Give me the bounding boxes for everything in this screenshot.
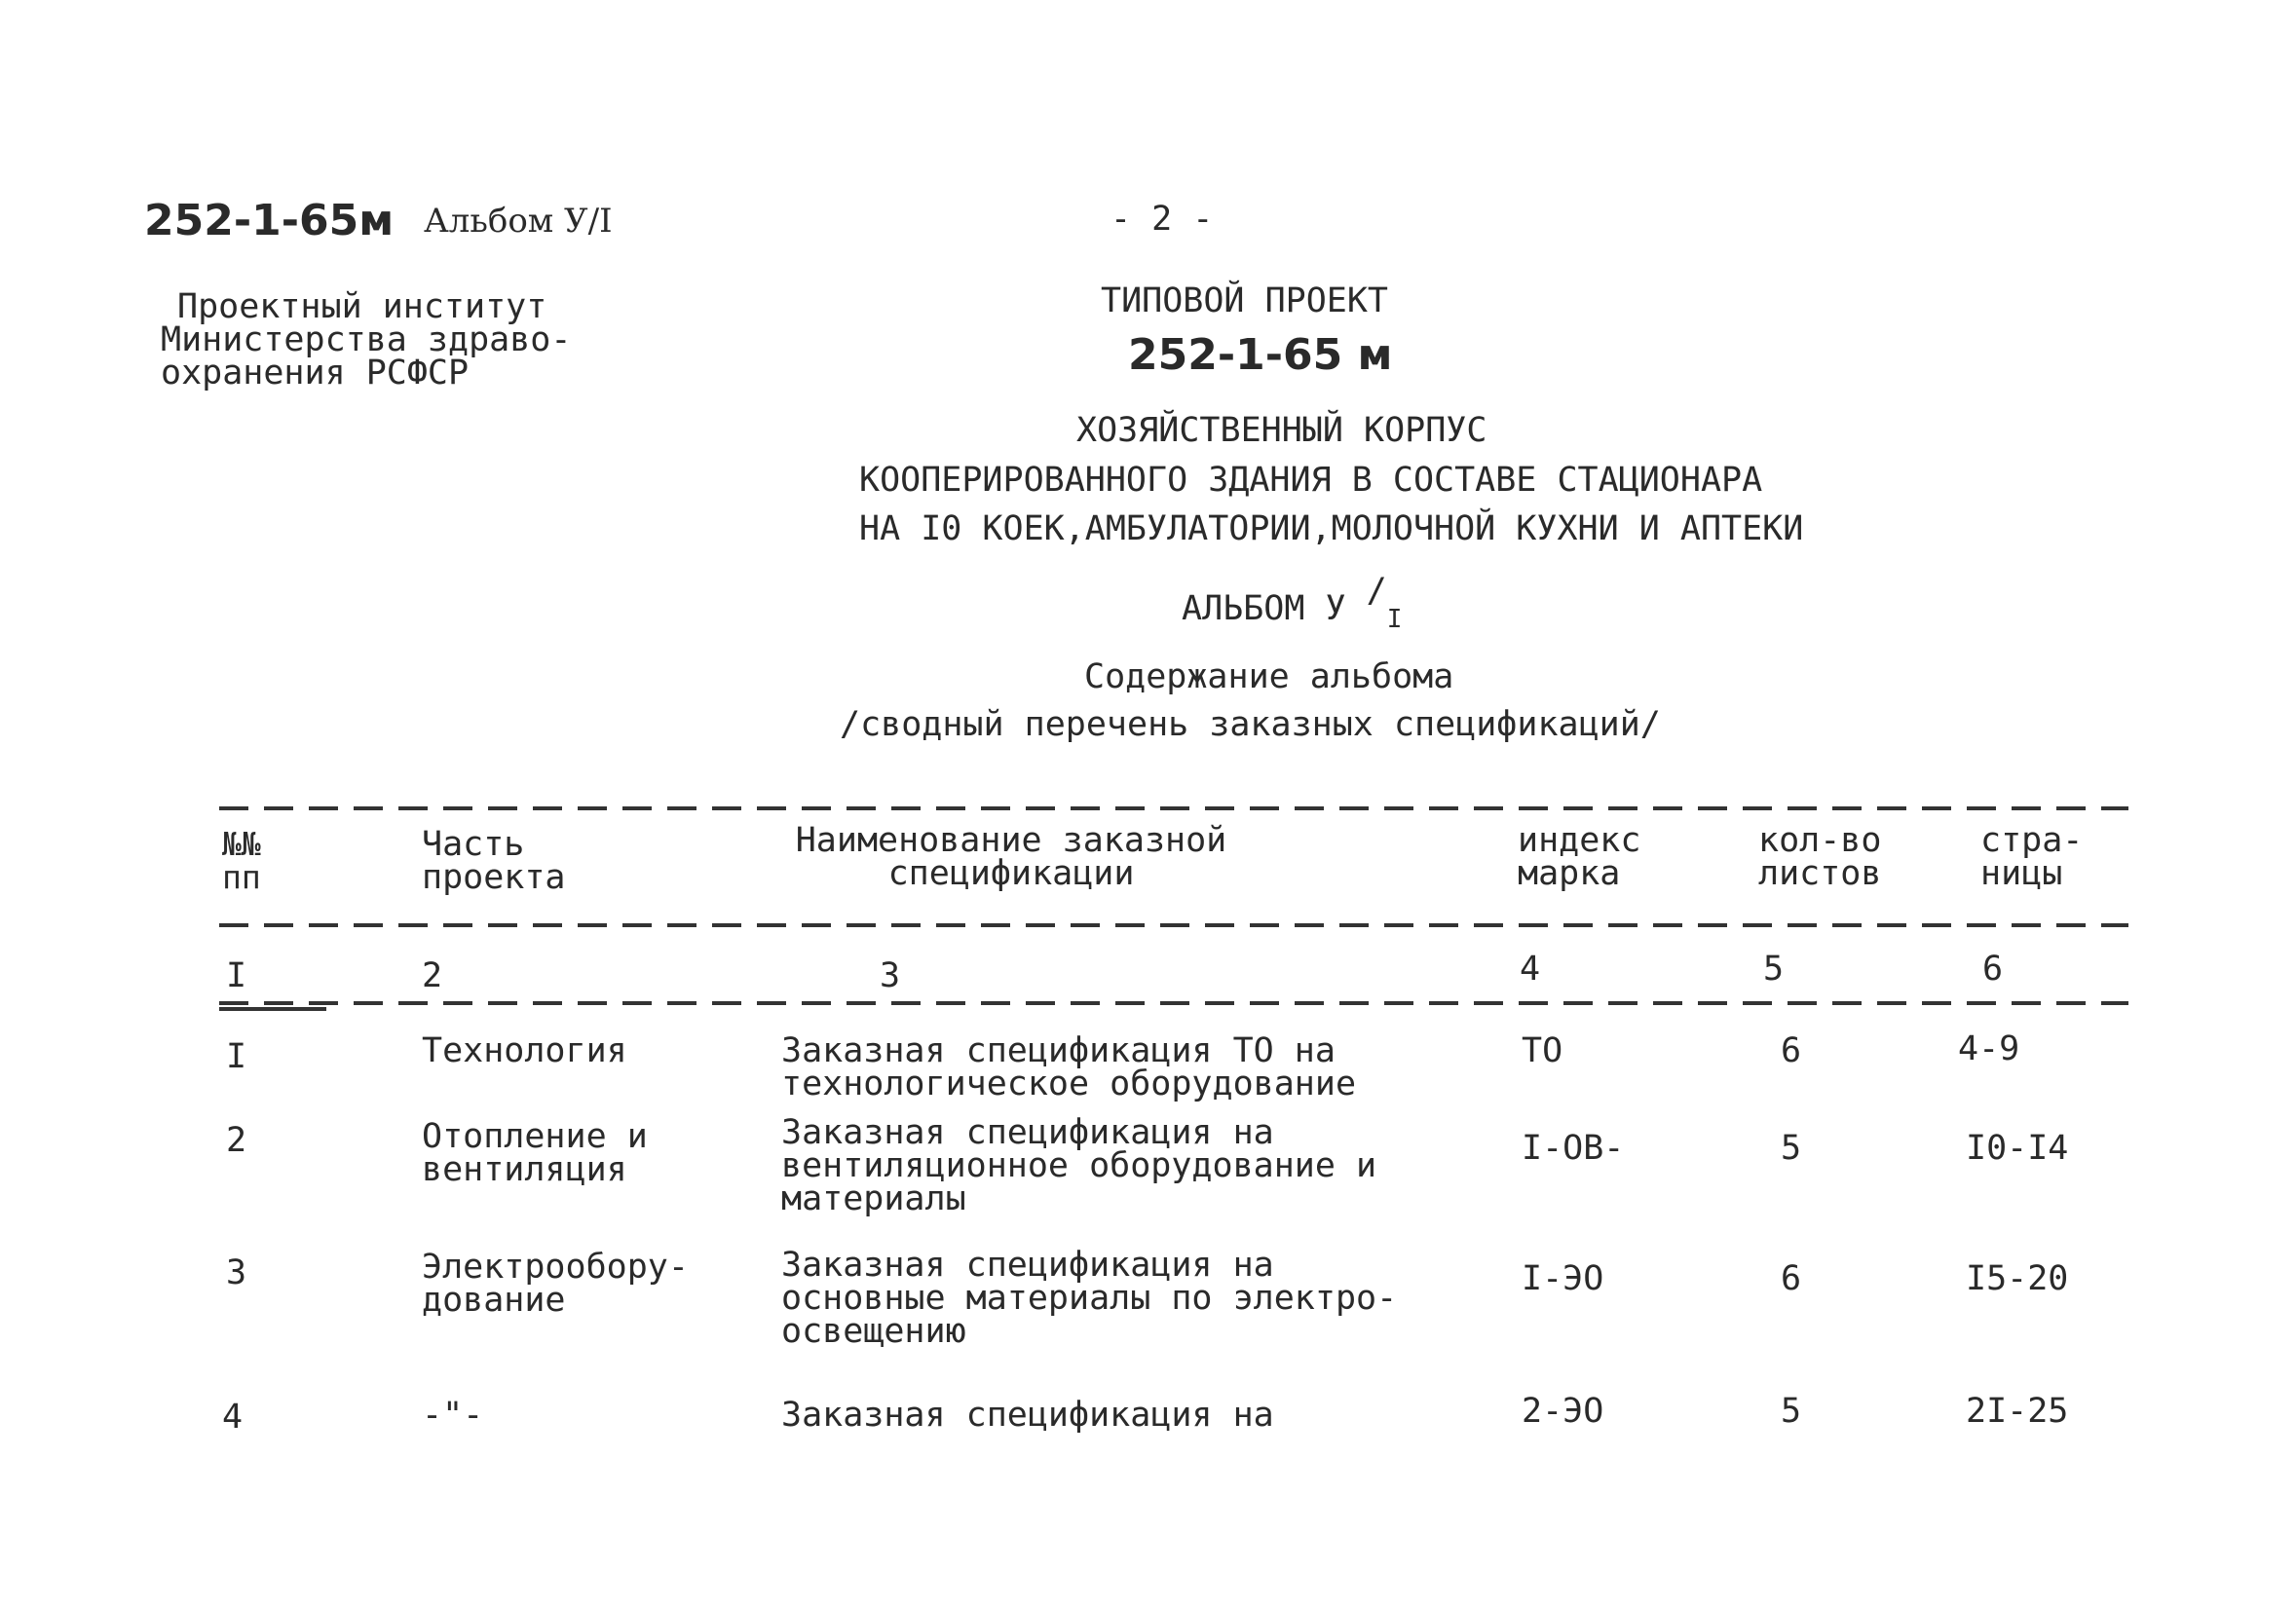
- colnum-1: I: [226, 956, 247, 995]
- row-sheets: 5: [1781, 1129, 1802, 1168]
- contents-title: Содержание альбома: [1084, 657, 1454, 696]
- row-name: Заказная спецификация на основные материалы по электро- освещению: [781, 1246, 1398, 1351]
- row-pages: 4-9: [1958, 1029, 2020, 1068]
- colnum-2: 2: [422, 956, 443, 995]
- row-part: -"-: [422, 1396, 484, 1435]
- title-name-line-2: КООПЕРИРОВАННОГО ЗДАНИЯ В СОСТАВЕ СТАЦИОНАРА: [859, 461, 1763, 500]
- row-sheets: 5: [1781, 1392, 1802, 1431]
- colnum-6: 6: [1982, 950, 2004, 989]
- title-album-slash: /: [1366, 572, 1387, 611]
- table-colnum-underline: [219, 1007, 326, 1011]
- row-index: ТО: [1522, 1031, 1563, 1070]
- contents-subtitle: /сводный перечень заказных спецификаций/: [840, 705, 1661, 744]
- header-sheets: кол-во листов: [1758, 821, 1882, 893]
- table-colnum-rule: [219, 1001, 2128, 1005]
- header-part: Часть проекта: [422, 825, 566, 897]
- album-label: Альбом У/I: [424, 202, 613, 241]
- title-album-prefix: АЛЬБОМ У: [1182, 589, 1346, 628]
- table-top-rule: [219, 806, 2128, 810]
- row-pages: I5-20: [1966, 1259, 2069, 1298]
- colnum-4: 4: [1520, 950, 1541, 989]
- row-name: Заказная спецификация ТО на технологическое оборудование: [781, 1031, 1357, 1103]
- title-name-line-3: НА I0 КОЕК,АМБУЛАТОРИИ,МОЛОЧНОЙ КУХНИ И АПТЕКИ: [859, 509, 1804, 548]
- row-num: 3: [226, 1253, 247, 1292]
- header-index: индекс марка: [1518, 821, 1641, 893]
- row-sheets: 6: [1781, 1031, 1802, 1070]
- row-part: Отопление и вентиляция: [422, 1117, 648, 1189]
- row-sheets: 6: [1781, 1259, 1802, 1298]
- colnum-5: 5: [1763, 950, 1785, 989]
- table-header-rule: [219, 923, 2128, 927]
- project-code: 252-1-65м: [144, 196, 395, 245]
- row-num: 4: [222, 1398, 244, 1437]
- title-type: ТИПОВОЙ ПРОЕКТ: [1101, 281, 1389, 320]
- row-pages: I0-I4: [1966, 1129, 2069, 1168]
- page-number: - 2 -: [1110, 200, 1214, 239]
- title-album: [1182, 572, 1403, 634]
- row-pages: 2I-25: [1966, 1392, 2069, 1431]
- row-index: 2-ЭО: [1522, 1392, 1604, 1431]
- title-code: 252-1-65 м: [1128, 330, 1393, 380]
- row-part: Электрообору- дование: [422, 1248, 689, 1320]
- institute-line-1: Проектный институт: [177, 287, 547, 326]
- row-name: Заказная спецификация на вентиляционное оборудование и материалы: [781, 1113, 1377, 1218]
- institute-line-3: охранения РСФСР: [161, 354, 470, 392]
- row-index: I-ОВ-: [1522, 1129, 1625, 1168]
- row-num: 2: [226, 1121, 247, 1160]
- row-num: I: [226, 1037, 247, 1076]
- row-part: Технология: [422, 1031, 627, 1070]
- header-name: Наименование заказной спецификации: [795, 821, 1227, 893]
- title-album-sub: I: [1386, 605, 1403, 634]
- institute-line-2: Министерства здраво-: [161, 320, 572, 359]
- row-index: I-ЭО: [1522, 1259, 1604, 1298]
- title-name-line-1: ХОЗЯЙСТВЕННЫЙ КОРПУС: [1076, 411, 1487, 450]
- header-num: №№ пп: [222, 825, 261, 896]
- row-name: Заказная спецификация на: [781, 1396, 1274, 1435]
- colnum-3: 3: [880, 956, 901, 995]
- header-pages: стра- ницы: [1980, 821, 2084, 893]
